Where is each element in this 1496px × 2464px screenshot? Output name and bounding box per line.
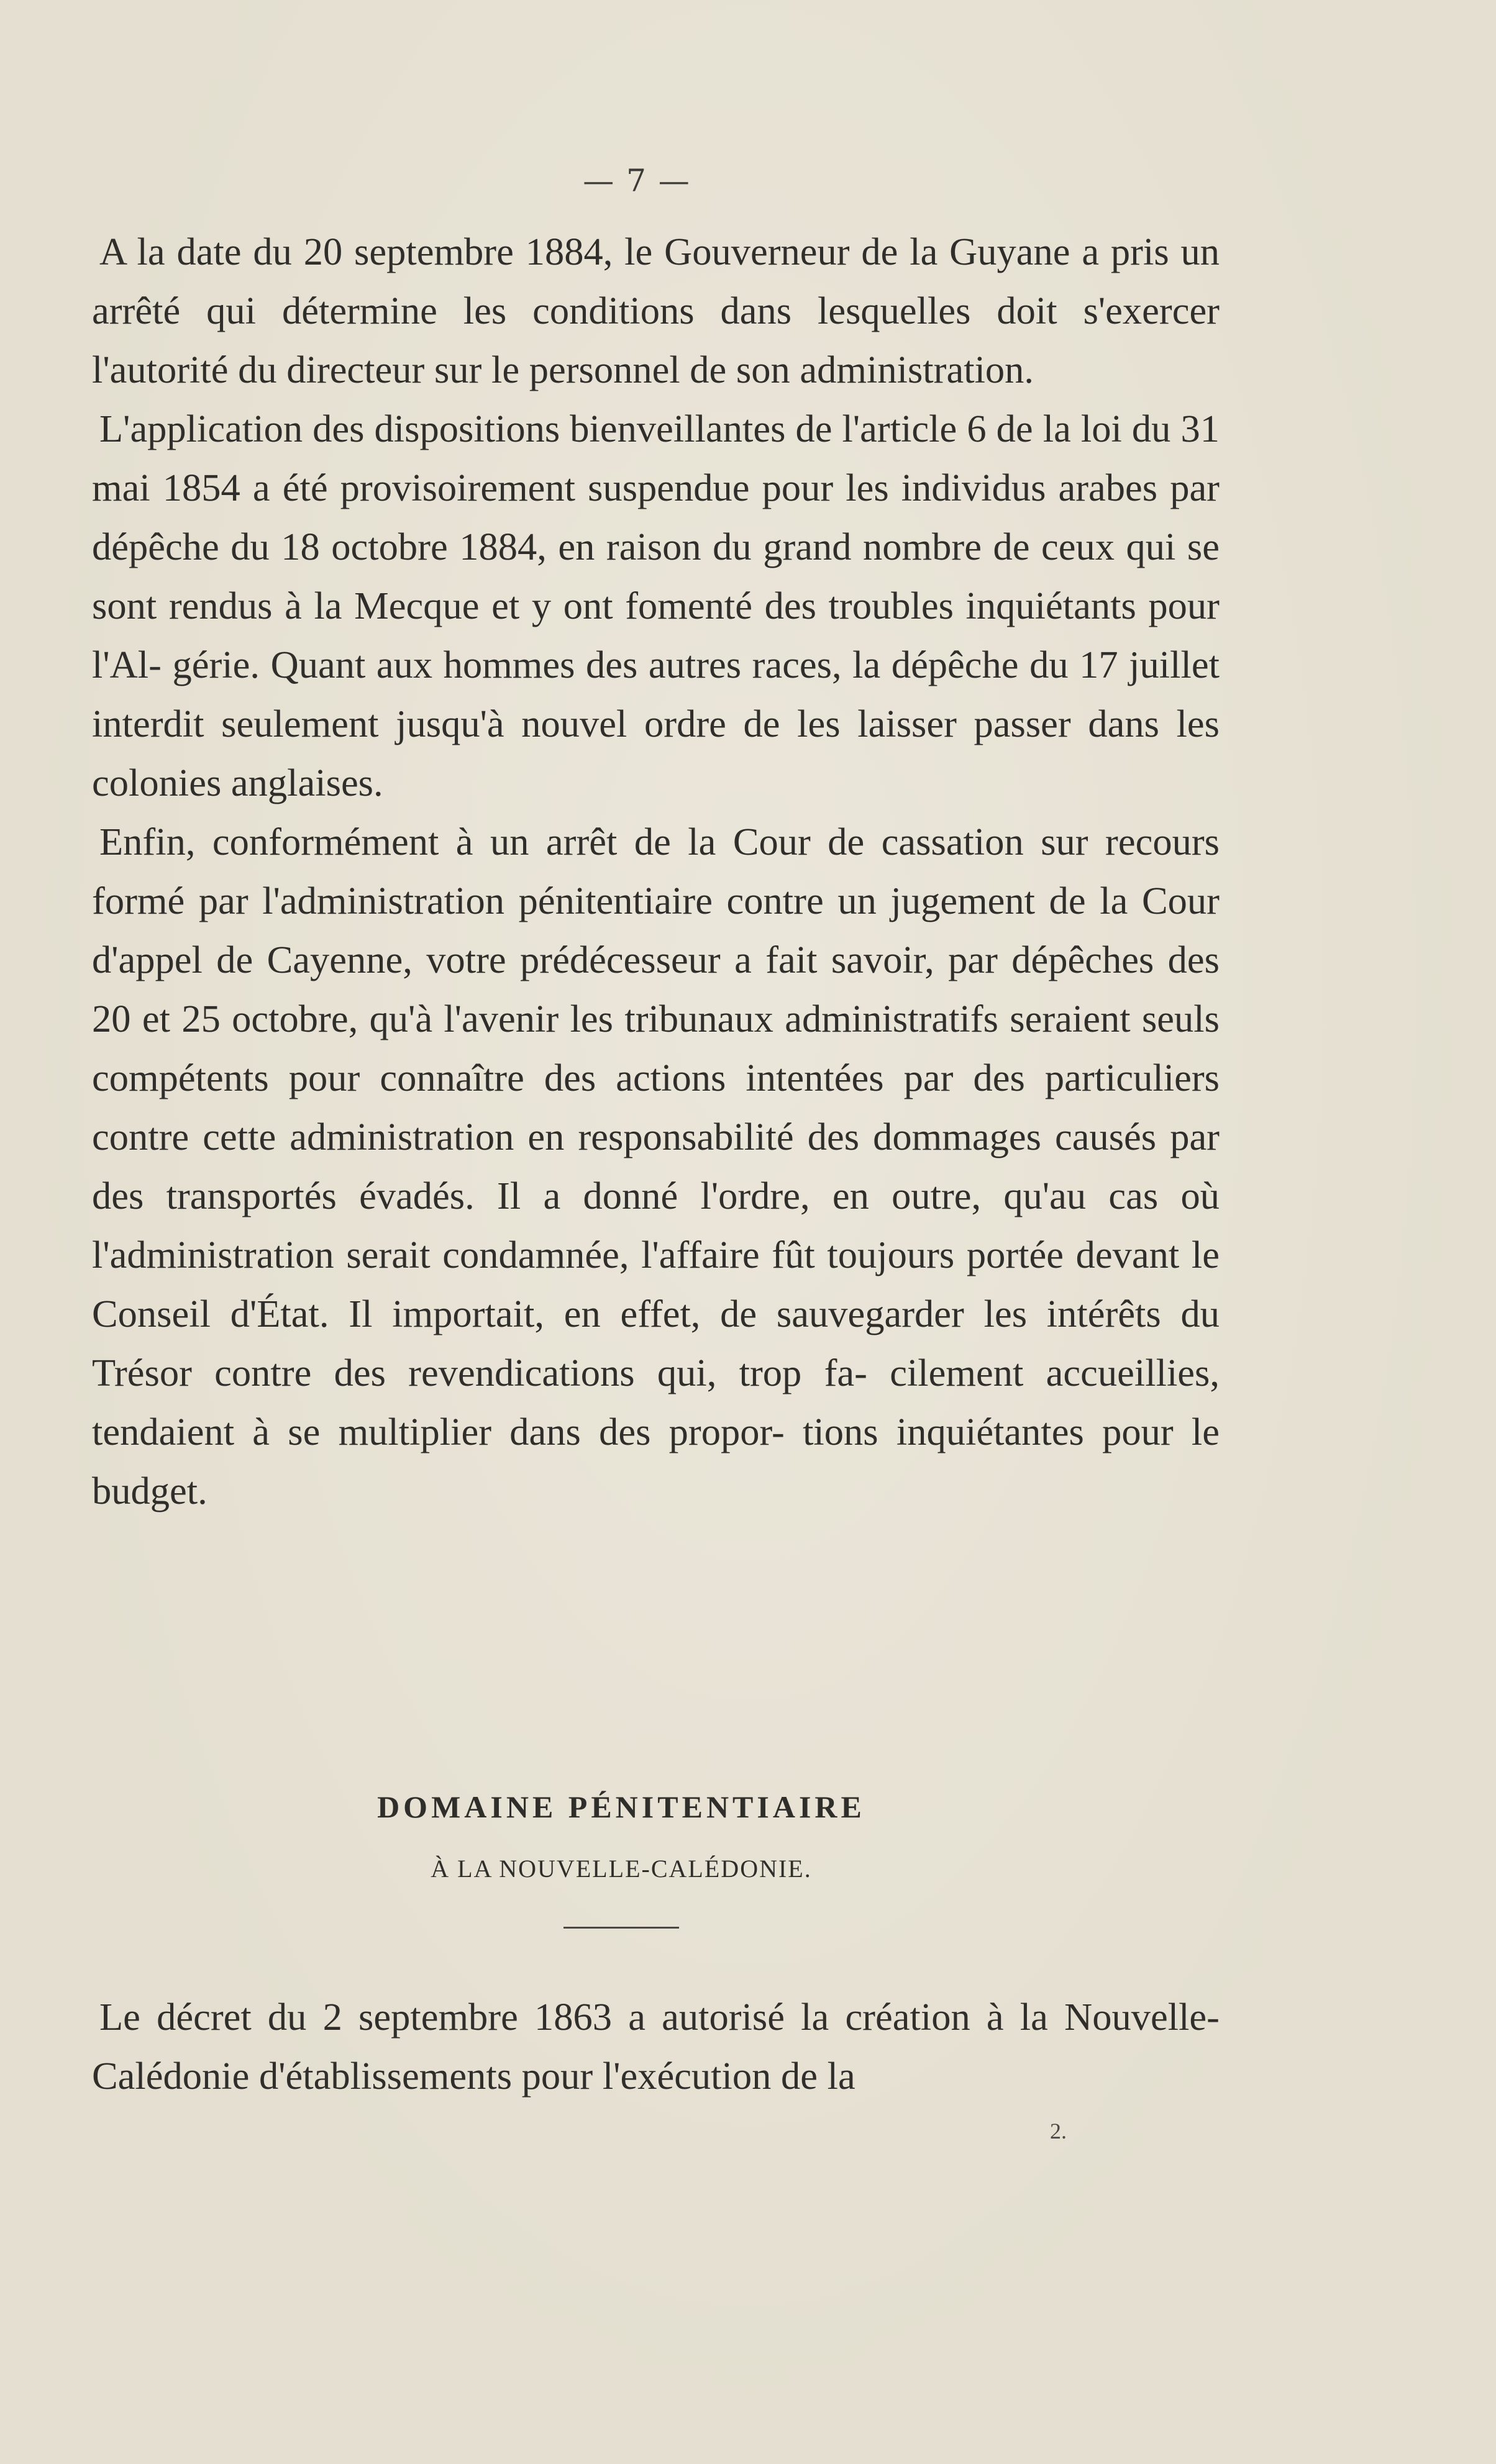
body-text bbox=[92, 222, 1220, 1521]
section-title: DOMAINE PÉNITENTIAIRE bbox=[377, 1789, 865, 1824]
section-divider bbox=[563, 1927, 679, 1929]
paragraph-2: L'application des dispositions bienveillantes de l'article 6 de la loi du 31 mai 1854 a été provisoirement suspendue pour les individus arabes par dépêche du 18 octobre 1884, en raison du grand nombre de ceux qui se sont rendus à la Mecque et y ont fomenté des troubles inquiétants pour l'Al- gérie. Quant aux hommes des autres races, la dépêche du 17 juillet interdit seulement jusqu'à nouvel ordre de les laisser passer dans les colonies anglaises. bbox=[92, 407, 1220, 804]
paragraph-3: Enfin, conformément à un arrêt de la Cour de cassation sur recours formé par l'administration pénitentiaire contre un jugement de la Cour d'appel de Cayenne, votre prédécesseur a fait savoir, par dépêches des 20 et 25 octobre, qu'à l'avenir les tribunaux administratifs seraient seuls compétents pour connaître des actions intentées par des particuliers contre cette administration en responsabilité des dommages causés par des transportés évadés. Il a donné l'ordre, en outre, qu'au cas où l'administration serait condamnée, l'affaire fût toujours portée devant le Conseil d'État. Il importait, en effet, de sauvegarder les intérêts du Trésor contre des revendications qui, trop fa- cilement accueillies, tendaient à se multiplier dans des propor- tions inquiétantes pour le budget. bbox=[92, 820, 1220, 1512]
section-subtitle: À LA NOUVELLE-CALÉDONIE. bbox=[431, 1855, 812, 1883]
paragraph-4: Le décret du 2 septembre 1863 a autorisé la création à la Nouvelle-Calédonie d'établissements pour l'exécution de la bbox=[92, 1995, 1220, 2098]
signature-mark: 2. bbox=[1050, 2119, 1067, 2143]
final-text bbox=[92, 1988, 1220, 2106]
paragraph-1: A la date du 20 septembre 1884, le Gouverneur de la Guyane a pris un arrêté qui détermine les conditions dans lesquelles doit s'exercer l'autorité du directeur sur le personnel de son administration. bbox=[92, 230, 1220, 391]
page-number: — 7 — bbox=[583, 163, 691, 199]
